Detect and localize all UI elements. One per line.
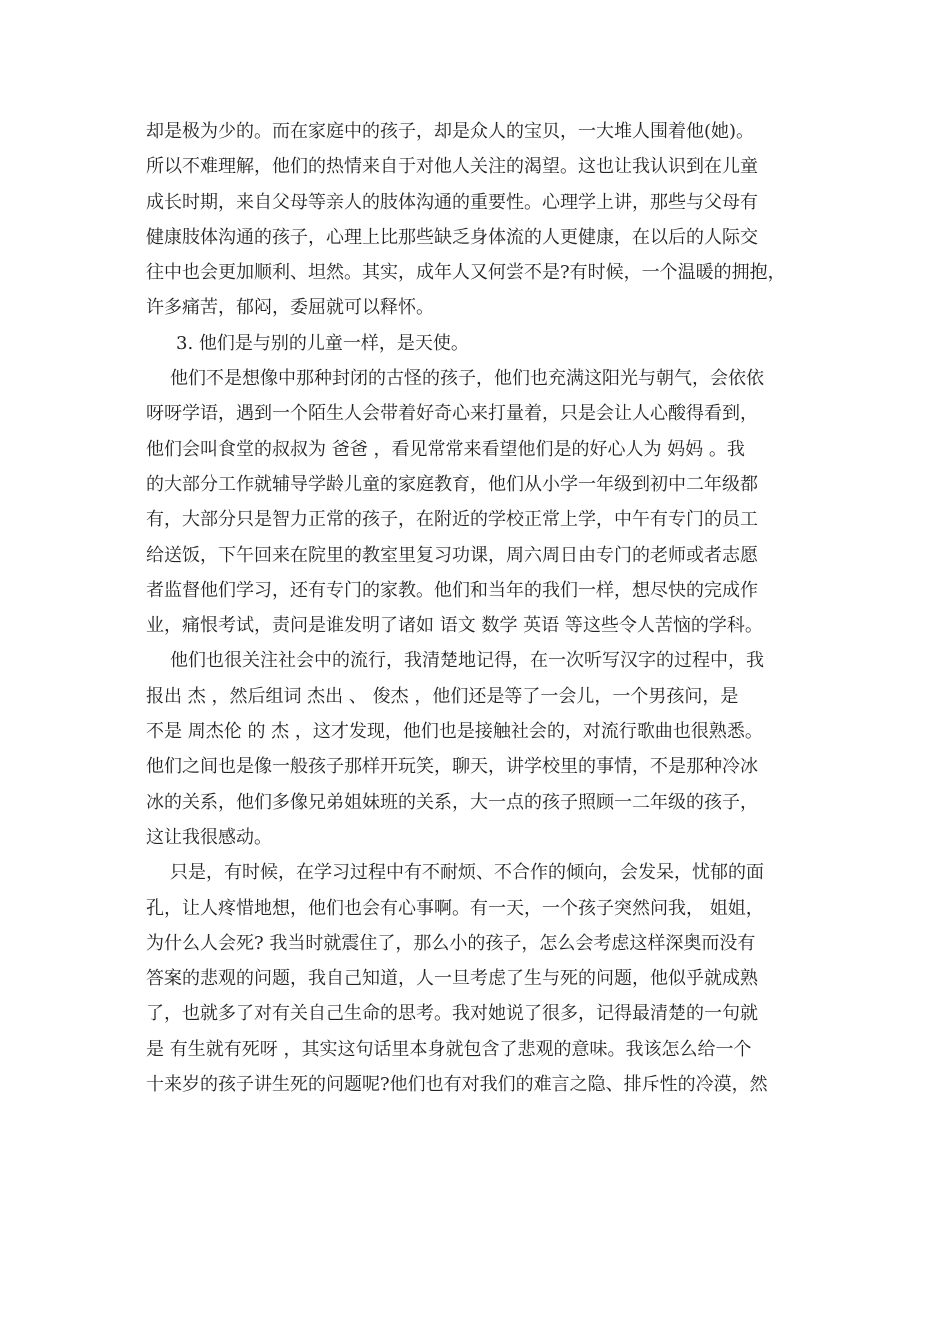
text-line: 给送饭，下午回来在院里的教室里复习功课，周六周日由专门的老师或者志愿 <box>146 544 758 566</box>
text-line: 这让我很感动。 <box>146 826 272 848</box>
text-line: 者监督他们学习，还有专门的家教。他们和当年的我们一样，想尽快的完成作 <box>146 579 758 601</box>
text-line: 了，也就多了对有关自己生命的思考。我对她说了很多，记得最清楚的一句就 <box>146 1003 758 1025</box>
text-line: 十来岁的孩子讲生死的问题呢?他们也有对我们的难言之隐、排斥性的冷漠，然 <box>146 1074 768 1096</box>
text-line: 的大部分工作就辅导学龄儿童的家庭教育，他们从小学一年级到初中二年级都 <box>146 473 758 495</box>
text-line: 是 有生就有死呀 ，其实这句话里本身就包含了悲观的意味。我该怎么给一个 <box>146 1038 752 1060</box>
text-line: 为什么人会死? 我当时就震住了，那么小的孩子，怎么会考虑这样深奥而没有 <box>146 932 756 954</box>
text-line: 他们会叫食堂的叔叔为 爸爸 ，看见常常来看望他们是的好心人为 妈妈 。我 <box>146 438 745 460</box>
text-line: 孔，让人疼惜地想，他们也会有心事啊。有一天，一个孩子突然问我， 姐姐， <box>146 897 764 919</box>
text-line: 却是极为少的。而在家庭中的孩子，却是众人的宝贝，一大堆人围着他(她)。 <box>146 121 755 142</box>
text-line: 许多痛苦，郁闷，委屈就可以释怀。 <box>146 297 434 319</box>
text-line: 他们不是想像中那种封闭的古怪的孩子，他们也充满这阳光与朝气，会依依 <box>170 368 764 390</box>
text-line: 他们也很关注社会中的流行，我清楚地记得，在一次听写汉字的过程中，我 <box>170 650 764 672</box>
text-line: 不是 周杰伦 的 杰 ，这才发现，他们也是接触社会的，对流行歌曲也很熟悉。 <box>146 721 763 743</box>
text-line: 所以不难理解，他们的热情来自于对他人关注的渴望。这也让我认识到在儿童 <box>146 156 758 178</box>
text-line: 只是，有时候，在学习过程中有不耐烦、不合作的倾向，会发呆，忧郁的面 <box>170 862 764 884</box>
text-line: 往中也会更加顺利、坦然。其实，成年人又何尝不是?有时候，一个温暖的拥抱， <box>146 262 786 284</box>
text-line: 3. 他们是与别的儿童一样，是天使。 <box>176 332 469 354</box>
text-line: 报出 杰 ，然后组词 杰出 、 俊杰 ，他们还是等了一会儿，一个男孩问，是 <box>146 685 739 707</box>
text-line: 冰的关系，他们多像兄弟姐妹班的关系，大一点的孩子照顾一二年级的孩子， <box>146 791 758 813</box>
text-line: 呀呀学语，遇到一个陌生人会带着好奇心来打量着，只是会让人心酸得看到， <box>146 403 758 425</box>
text-line: 健康肢体沟通的孩子，心理上比那些缺乏身体流的人更健康，在以后的人际交 <box>146 226 758 248</box>
text-line: 成长时期，来自父母等亲人的肢体沟通的重要性。心理学上讲，那些与父母有 <box>146 191 758 213</box>
text-line: 他们之间也是像一般孩子那样开玩笑，聊天，讲学校里的事情，不是那种冷冰 <box>146 756 758 778</box>
text-line: 有，大部分只是智力正常的孩子，在附近的学校正常上学，中午有专门的员工 <box>146 509 758 531</box>
text-line: 业，痛恨考试，责问是谁发明了诸如 语文 数学 英语 等这些令人苦恼的学科。 <box>146 615 763 637</box>
document-body <box>146 114 818 1102</box>
text-line: 答案的悲观的问题，我自己知道，人一旦考虑了生与死的问题，他似乎就成熟 <box>146 968 758 990</box>
